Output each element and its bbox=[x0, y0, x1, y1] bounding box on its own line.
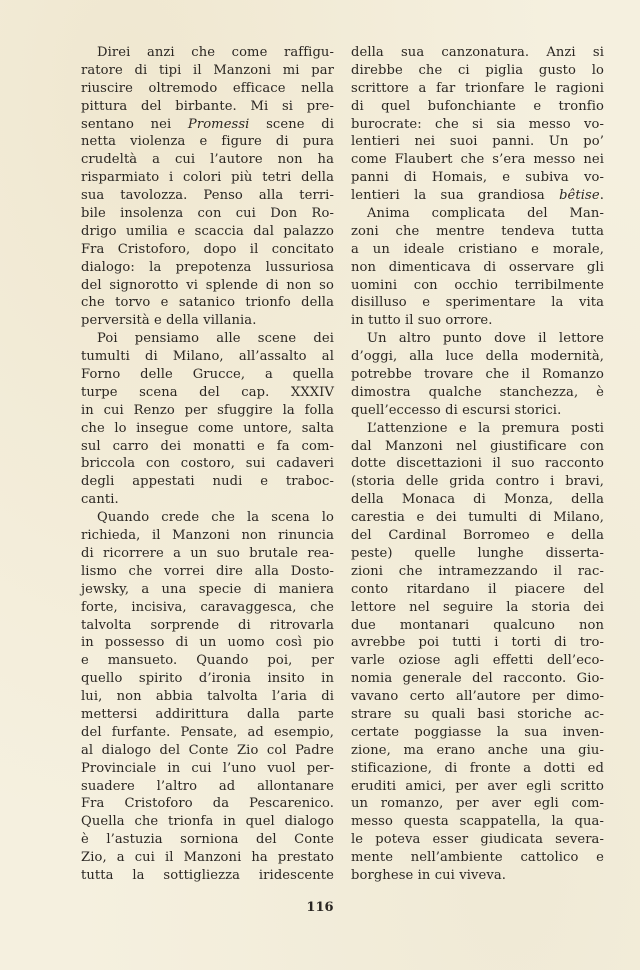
text-line: riuscire oltremodo efficace nella bbox=[81, 80, 334, 96]
text-line: lettore nel seguire la storia dei bbox=[351, 599, 604, 615]
text-line: scrittore a far trionfare le ragioni bbox=[351, 80, 604, 96]
text-line: ratore di tipi il Manzoni mi par bbox=[81, 62, 334, 78]
text-line: quello spirito d’ironia insito in bbox=[81, 671, 334, 687]
text-line: dimostra qualche stanchezza, è bbox=[351, 384, 604, 400]
text-fragment: lentieri la sua grandiosa bbox=[351, 188, 560, 204]
text-line: canti. bbox=[81, 492, 119, 508]
text-line: quell’eccesso di escursi storici. bbox=[351, 402, 562, 418]
text-line: che torvo e satanico trionfo della bbox=[81, 295, 334, 311]
text-line: direbbe che ci piglia gusto lo bbox=[351, 62, 604, 78]
text-line: che lo insegue come untore, salta bbox=[81, 420, 334, 436]
text-line: suadere l’altro ad allontanare bbox=[81, 778, 334, 794]
text-line: eruditi amici, per aver egli scritto bbox=[351, 778, 604, 794]
text-line: stificazione, di fronte a dotti ed bbox=[351, 760, 604, 776]
text-line: d’oggi, alla luce della modernità, bbox=[351, 349, 604, 365]
text-line: bile insolenza con cui Don Ro- bbox=[81, 206, 334, 222]
text-line: due montanari qualcuno non bbox=[351, 617, 604, 633]
text-line: lui, non abbia talvolta l’aria di bbox=[81, 689, 334, 705]
text-line: un romanzo, per aver egli com- bbox=[351, 796, 604, 812]
text-line: nomia generale del racconto. Gio- bbox=[351, 671, 604, 687]
text-line: Poi pensiamo alle scene dei bbox=[97, 331, 334, 347]
text-line: briccola con costoro, sui cadaveri bbox=[81, 456, 334, 472]
text-line: uomini con occhio terribilmente bbox=[351, 277, 604, 293]
text-line: dotte discettazioni il suo racconto bbox=[351, 456, 604, 472]
text-line: (storia delle grida contro i bravi, bbox=[351, 474, 604, 490]
text-line: non dimenticava di osservare gli bbox=[351, 259, 604, 275]
text-line: sul carro dei monatti e fa com- bbox=[81, 438, 334, 454]
text-line: in tutto il suo orrore. bbox=[351, 313, 493, 329]
text-line: Zio, a cui il Manzoni ha prestato bbox=[81, 850, 334, 866]
text-line bbox=[351, 187, 604, 205]
text-line: Forno delle Grucce, a quella bbox=[81, 367, 334, 383]
text-line: Quella che trionfa in quel dialogo bbox=[81, 814, 334, 830]
text-line: a un ideale cristiano e morale, bbox=[351, 241, 604, 257]
text-line: tumulti di Milano, all’assalto al bbox=[81, 349, 334, 365]
text-line: mente nell’ambiente cattolico e bbox=[351, 850, 604, 866]
text-line: della sua canzonatura. Anzi si bbox=[351, 45, 604, 60]
text-line: Quando crede che la scena lo bbox=[97, 510, 334, 526]
text-line: avrebbe poi tutti i torti di tro- bbox=[351, 635, 604, 651]
text-line: forte, incisiva, caravaggesca, che bbox=[81, 599, 334, 615]
text-line: disilluso e sperimentare la vita bbox=[351, 295, 604, 311]
text-line: drigo umilia e scaccia dal palazzo bbox=[81, 223, 334, 239]
text-line: burocrate: che si sia messo vo- bbox=[351, 116, 604, 132]
text-line: lismo che vorrei dire alla Dosto- bbox=[81, 563, 334, 579]
text-line: richieda, il Manzoni non rinuncia bbox=[81, 528, 334, 544]
text-line: strare su quali basi storiche ac- bbox=[351, 706, 604, 722]
text-line: carestia e dei tumulti di Milano, bbox=[351, 510, 604, 526]
text-fragment: . bbox=[599, 188, 604, 204]
text-line bbox=[81, 116, 334, 134]
text-line: panni di Homais, e subiva vo- bbox=[351, 170, 604, 186]
text-line: dialogo: la prepotenza lussuriosa bbox=[81, 259, 334, 275]
text-line: mettersi addirittura dalla parte bbox=[81, 706, 334, 722]
text-fragment: scene di bbox=[249, 116, 334, 132]
text-line: potrebbe trovare che il Romanzo bbox=[351, 367, 604, 383]
text-line: perversità e della villania. bbox=[81, 313, 257, 329]
text-line: Un altro punto dove il lettore bbox=[367, 331, 604, 347]
italic-text: Promessi bbox=[187, 116, 250, 132]
text-line: di quel bufonchiante e tronfio bbox=[351, 98, 604, 114]
text-line: della Monaca di Monza, della bbox=[351, 492, 604, 508]
text-line: Fra Cristoforo da Pescarenico. bbox=[81, 796, 334, 812]
text-fragment: sentano nei bbox=[81, 116, 188, 132]
text-line: messo questa scappatella, la qua- bbox=[351, 814, 604, 830]
text-line: vavano certo all’autore per dimo- bbox=[351, 689, 604, 705]
text-line: jewsky, a una specie di maniera bbox=[81, 581, 334, 597]
text-line: turpe scena del cap. XXXIV bbox=[81, 384, 334, 400]
italic-text: bêtise bbox=[559, 188, 600, 204]
left-text-column bbox=[81, 44, 334, 885]
text-line: peste) quelle lunghe disserta- bbox=[351, 545, 604, 561]
text-line: crudeltà a cui l’autore non ha bbox=[81, 152, 334, 168]
text-line: netta violenza e figure di pura bbox=[81, 134, 334, 150]
text-line: talvolta sorprende di ritrovarla bbox=[81, 617, 334, 633]
text-line: Fra Cristoforo, dopo il concitato bbox=[81, 241, 334, 257]
text-line: zione, ma erano anche una giu- bbox=[351, 742, 604, 758]
text-line: certate poggiasse la sua inven- bbox=[351, 724, 604, 740]
text-line: tutta la sottigliezza iridescente bbox=[81, 867, 334, 883]
text-line: come Flaubert che s’era messo nei bbox=[351, 152, 604, 168]
page-number: 116 bbox=[306, 900, 334, 915]
text-line: risparmiato i colori più tetri della bbox=[81, 170, 334, 186]
text-line: zioni che intramezzando il rac- bbox=[351, 563, 604, 579]
text-line: conto ritardano il piacere del bbox=[351, 581, 604, 597]
text-line: del furfante. Pensate, ad esempio, bbox=[81, 724, 334, 740]
text-line: borghese in cui viveva. bbox=[351, 867, 507, 883]
text-line: dal Manzoni nel giustificare con bbox=[351, 438, 604, 454]
text-line: è l’astuzia sorniona del Conte bbox=[81, 832, 334, 848]
text-line: varle oziose agli effetti dell’eco- bbox=[351, 653, 604, 669]
text-line: sua tavolozza. Penso alla terri- bbox=[81, 188, 334, 204]
text-line: lentieri nei suoi panni. Un po’ bbox=[351, 134, 604, 150]
text-line: zoni che mentre tendeva tutta bbox=[351, 223, 604, 239]
text-line: le poteva esser giudicata severa- bbox=[351, 832, 604, 848]
text-line: Anima complicata del Man- bbox=[367, 206, 604, 222]
text-line: e mansueto. Quando poi, per bbox=[81, 653, 334, 669]
text-line: Direi anzi che come raffigu- bbox=[97, 45, 334, 60]
text-line: del Cardinal Borromeo e della bbox=[351, 528, 604, 544]
text-line: in possesso di un uomo così pio bbox=[81, 635, 334, 651]
text-line: in cui Renzo per sfuggire la folla bbox=[81, 402, 334, 418]
right-text-column bbox=[351, 44, 604, 885]
text-line: al dialogo del Conte Zio col Padre bbox=[81, 742, 334, 758]
text-line: pittura del birbante. Mi si pre- bbox=[81, 98, 334, 114]
text-line: L’attenzione e la premura posti bbox=[367, 420, 604, 436]
text-line: del signorotto vi splende di non so bbox=[81, 277, 334, 293]
text-line: di ricorrere a un suo brutale rea- bbox=[81, 545, 334, 561]
text-line: Provinciale in cui l’uno vuol per- bbox=[81, 760, 334, 776]
text-line: degli appestati nudi e traboc- bbox=[81, 474, 334, 490]
